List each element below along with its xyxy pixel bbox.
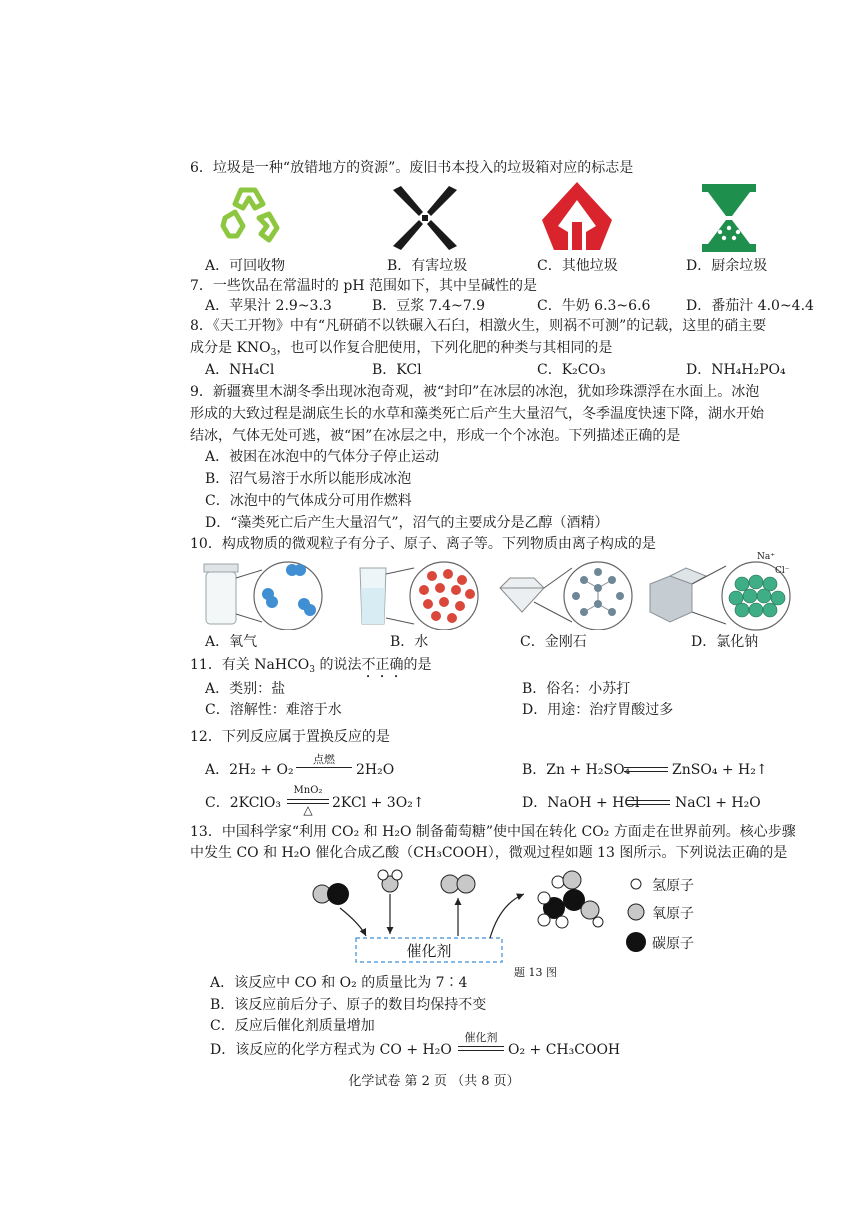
q7-stem: 7．一些饮品在常温时的 pH 范围如下，其中呈碱性的是 [190, 278, 537, 294]
q8-line1: 8．《天工开物》中有“凡研硝不以铁碾入石臼，相激火生，则祸不可测”的记载，这里的硝主要 [190, 318, 767, 334]
other-waste-icon [540, 180, 614, 256]
q9-option-a[interactable]: A．被困在冰泡中的气体分子停止运动 [205, 449, 440, 465]
q12-a-products: 2H₂O [356, 762, 395, 778]
q6-option-d[interactable]: D．厨余垃圾 [686, 258, 768, 274]
q13-option-a[interactable]: A．该反应中 CO 和 O₂ 的质量比为 7∶4 [210, 975, 468, 991]
q12-d-equal-line-top [626, 800, 670, 801]
q13-d-line-top [458, 1046, 504, 1047]
q13-option-c[interactable]: C．反应后催化剂质量增加 [210, 1018, 375, 1034]
q12-option-a[interactable]: A．2H₂ + O₂ [205, 762, 294, 778]
q12-a-reaction-line [296, 767, 352, 768]
q10-option-c[interactable]: C．金刚石 [520, 634, 587, 650]
q8-option-c[interactable]: C．K₂CO₃ [537, 362, 606, 378]
q13-d-condition: 催化剂 [464, 1031, 498, 1044]
q6-stem: 6．垃圾是一种“放错地方的资源”。废旧书本投入的垃圾箱对应的标志是 [190, 160, 634, 176]
q11-option-c[interactable]: C．溶解性：难溶于水 [205, 702, 342, 718]
water-molecule-illustration [356, 558, 480, 630]
q7-option-c[interactable]: C．牛奶 6.3~6.6 [537, 298, 651, 314]
q9-option-c[interactable]: C．冰泡中的气体成分可用作燃料 [205, 493, 412, 509]
carbon-legend-marker [626, 932, 646, 952]
legend-oxygen: 氧原子 [652, 906, 694, 922]
q8-option-b[interactable]: B．KCl [372, 362, 422, 378]
q7-option-b[interactable]: B．豆浆 7.4~7.9 [372, 298, 485, 314]
q13-option-d[interactable]: D．该反应的化学方程式为 CO + H₂O [210, 1042, 452, 1058]
q9-line1: 9．新疆赛里木湖冬季出现冰泡奇观，被“封印”在冰层的冰泡，犹如珍珠漂浮在水面上。冰泡 [190, 384, 760, 400]
q12-c-products: 2KCl + 3O₂↑ [332, 795, 425, 811]
q12-b-equal-line-bottom [624, 771, 668, 772]
q6-option-c[interactable]: C．其他垃圾 [537, 258, 618, 274]
q12-c-line-top [287, 799, 329, 800]
kitchen-waste-icon [700, 182, 758, 254]
q11-option-d[interactable]: D．用途：治疗胃酸过多 [522, 702, 674, 718]
q9-line2: 形成的大致过程是湖底生长的水草和藻类死亡后产生大量沼气，冬季温度快速下降，湖水开始 [190, 406, 764, 422]
q7-option-d[interactable]: D．番茄汁 4.0~4.4 [686, 298, 814, 314]
q9-option-b[interactable]: B．沼气易溶于水所以能形成冰泡 [205, 471, 412, 487]
q12-d-products: NaCl + H₂O [675, 795, 761, 811]
q10-option-b[interactable]: B．水 [390, 634, 429, 650]
hazardous-waste-icon [389, 182, 461, 254]
legend-hydrogen: 氢原子 [652, 878, 694, 894]
hydrogen-legend-marker [631, 879, 641, 889]
q12-option-b[interactable]: B．Zn + H₂SO₄ [522, 762, 631, 778]
q11-stem: 11．有关 NaHCO$_3$ 的说法不正确的是 [190, 657, 432, 675]
q12-c-heat-symbol: △ [303, 803, 313, 817]
q11-option-b[interactable]: B．俗名：小苏打 [522, 681, 631, 697]
q11-option-a[interactable]: A．类别：盐 [205, 681, 286, 697]
q12-b-equal-line-top [624, 767, 668, 768]
legend-carbon: 碳原子 [652, 936, 694, 952]
chloride-ion-label: Cl⁻ [775, 566, 790, 576]
q13-option-b[interactable]: B．该反应前后分子、原子的数目均保持不变 [210, 997, 487, 1013]
page-footer: 化学试卷 第 2 页 （共 8 页） [348, 1074, 520, 1089]
q13-d-products: O₂ + CH₃COOH [508, 1042, 621, 1058]
q13-line2: 中发生 CO 和 H₂O 催化合成乙酸（CH₃COOH），微观过程如题 13 图所示。下列说法正确的是 [190, 845, 788, 861]
q9-option-d[interactable]: D．“藻类死亡后产生大量沼气”，沼气的主要成分是乙醇（酒精） [205, 515, 609, 531]
diamond-structure-illustration [494, 558, 634, 630]
q13-d-line-bottom [458, 1050, 504, 1051]
q12-stem: 12．下列反应属于置换反应的是 [190, 729, 390, 745]
q12-c-catalyst: MnO₂ [293, 785, 323, 796]
q10-option-a[interactable]: A．氧气 [205, 634, 258, 650]
q7-option-a[interactable]: A．苹果汁 2.9~3.3 [205, 298, 332, 314]
q8-option-d[interactable]: D．NH₄H₂PO₄ [686, 362, 786, 378]
sodium-ion-label: Na⁺ [757, 552, 775, 562]
q9-line3: 结冰，气体无处可逃，被“困”在冰层之中，形成一个个冰泡。下列描述正确的是 [190, 428, 681, 444]
oxygen-legend-marker [628, 904, 644, 920]
figure-caption: 题 13 图 [514, 966, 557, 979]
q6-option-a[interactable]: A．可回收物 [205, 258, 286, 274]
q12-a-condition: 点燃 [313, 753, 335, 766]
q12-option-c[interactable]: C．2KClO₃ [205, 795, 281, 811]
sodium-chloride-crystal-illustration [646, 554, 796, 632]
catalyst-label: 催化剂 [406, 942, 452, 960]
q12-option-d[interactable]: D．NaOH + HCl [522, 795, 640, 811]
q10-stem: 10．构成物质的微观粒子有分子、原子、离子等。下列物质由离子构成的是 [190, 536, 656, 552]
q12-b-products: ZnSO₄ + H₂↑ [672, 762, 768, 778]
q10-option-d[interactable]: D．氯化钠 [691, 634, 759, 650]
q8-line2: 成分是 $KNO_3$，也可以作复合肥使用，下列化肥的种类与其相同的是 [190, 340, 613, 358]
q12-d-equal-line-bottom [626, 804, 670, 805]
oxygen-molecule-illustration [200, 558, 324, 630]
q6-option-b[interactable]: B．有害垃圾 [387, 258, 468, 274]
q13-line1: 13．中国科学家“利用 CO₂ 和 H₂O 制备葡萄糖”使中国在转化 CO₂ 方面走在世界前列。核心步骤 [190, 824, 796, 840]
q8-option-a[interactable]: A．NH₄Cl [205, 362, 275, 378]
recycle-icon [215, 182, 287, 254]
